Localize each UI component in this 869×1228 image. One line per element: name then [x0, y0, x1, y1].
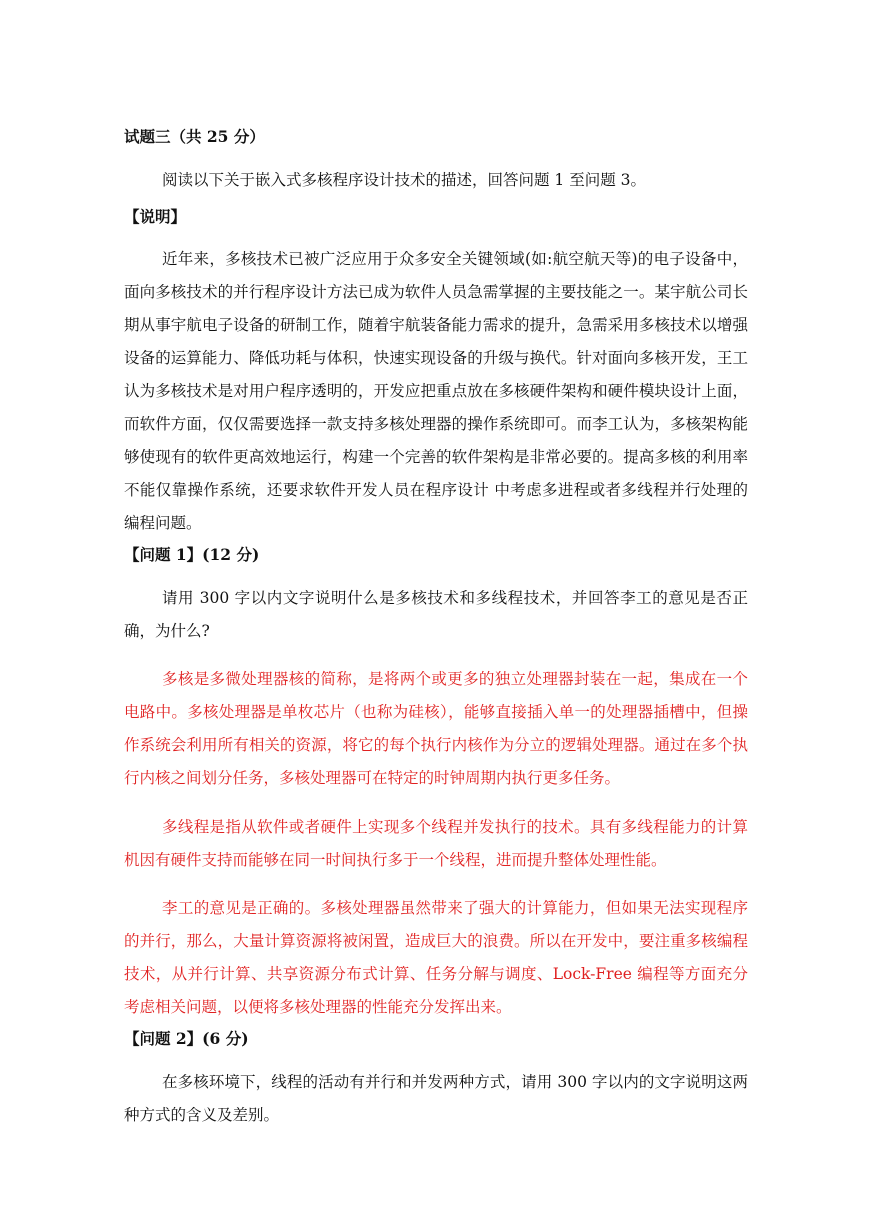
- intro-paragraph: 阅读以下关于嵌入式多核程序设计技术的描述，回答问题 1 至问题 3。: [162, 170, 647, 189]
- question2-text: 在多核环境下，线程的活动有并行和并发两种方式，请用 300 字以内的文字说明这两种方式的含义及差别。: [124, 1072, 748, 1124]
- explanation-heading: 【说明】: [124, 206, 187, 226]
- answer1-multithread: 多线程是指从软件或者硬件上实现多个线程并发执行的技术。具有多线程能力的计算机因有硬件支持而能够在同一时间执行多于一个线程，进而提升整体处理性能。: [124, 817, 748, 869]
- question2-heading: 【问题 2】(6 分): [124, 1029, 249, 1048]
- question1-heading: 【问题 1】(12 分): [124, 545, 260, 564]
- explanation-paragraph: 近年来，多核技术已被广泛应用于众多安全关键领域(如:航空航天等)的电子设备中，面向多核技术的并行程序设计方法已成为软件人员急需掌握的主要技能之一。某宇航公司长期从事宇航电子设备的研制工作，随着宇航装备能力需求的提升，急需采用多核技术以增强设备的运算能力、降低功耗与体积，快速实现设备的升级与换代。针对面向多核开发，王工认为多核技术是对用户程序透明的，开发应把重点放在多核硬件架构和硬件模块设计上面，而软件方面，仅仅需要选择一款支持多核处理器的操作系统即可。而李工认为，多核架构能够使现有的软件更高效地运行，构建一个完善的软件架构是非常必要的。提高多核的利用率不能仅靠操作系统，还要求软件开发人员在程序设计 中考虑多进程或者多线程并行处理的编程问题。: [124, 250, 748, 532]
- document-content: [124, 126, 748, 1136]
- exam-title: 试题三（共 25 分）: [124, 127, 265, 146]
- answer1-multicore: 多核是多微处理器核的简称，是将两个或更多的独立处理器封装在一起，集成在一个电路中。多核处理器是单枚芯片（也称为硅核），能够直接插入单一的处理器插槽中，但操作系统会利用所有相关的资源，将它的每个执行内核作为分立的逻辑处理器。通过在多个执行内核之间划分任务，多核处理器可在特定的时钟周期内执行更多任务。: [124, 670, 748, 787]
- question1-text: 请用 300 字以内文字说明什么是多核技术和多线程技术，并回答李工的意见是否正确，为什么?: [124, 588, 748, 640]
- answer1-opinion: 李工的意见是正确的。多核处理器虽然带来了强大的计算能力，但如果无法实现程序的并行，那么，大量计算资源将被闲置，造成巨大的浪费。所以在开发中，要注重多核编程技术，从并行计算、共享资源分布式计算、任务分解与调度、Lock-Free 编程等方面充分考虑相关问题，以便将多核处理器的性能充分发挥出来。: [124, 899, 748, 1016]
